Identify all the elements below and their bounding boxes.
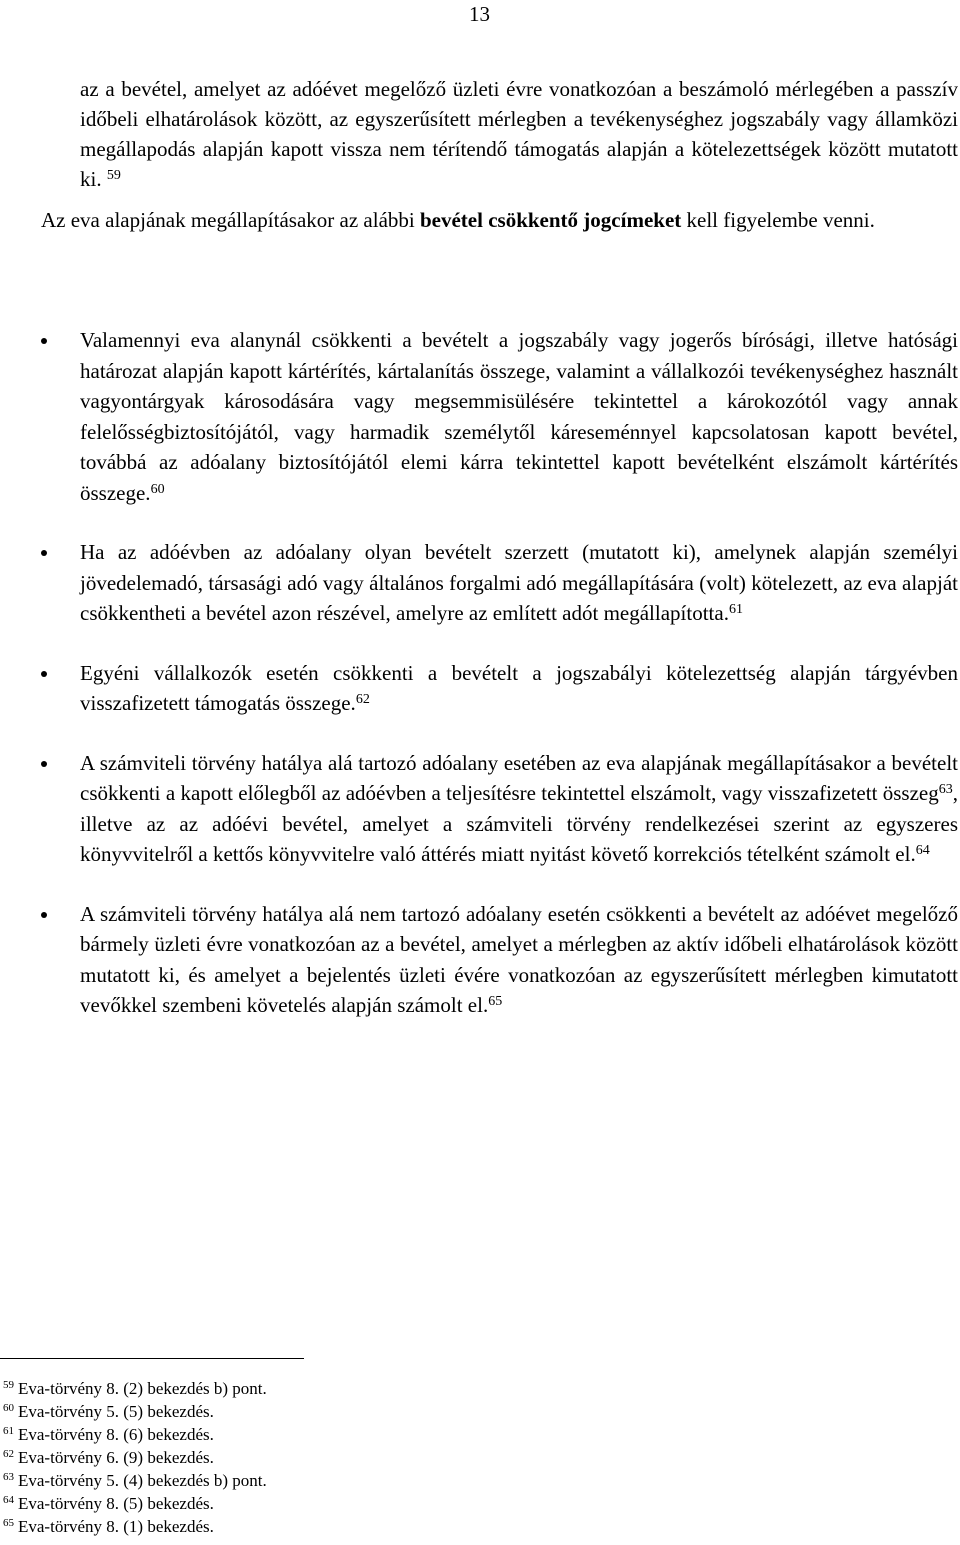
footnote-number: 61 <box>3 1425 14 1437</box>
bullet-text-continued: , illetve az az adóévi bevétel, amelyet a számviteli törvény rendelkezései szerint az egyszeres könyvvitelről a kettős könyvvitelre való áttérés miatt nyitást követő korrekciós tételként számolt el. <box>80 781 958 866</box>
footnote-ref[interactable]: 59 <box>106 168 121 183</box>
footnote <box>3 1400 267 1423</box>
footnote-ref[interactable]: 63 <box>938 782 953 797</box>
bullet-item <box>0 899 958 1021</box>
footnote <box>3 1492 267 1515</box>
footnote-text: Eva-törvény 8. (2) bekezdés b) pont. <box>18 1379 267 1398</box>
footnote-text: Eva-törvény 5. (5) bekezdés. <box>18 1402 214 1421</box>
bullet-item <box>0 325 958 508</box>
bullet-text: A számviteli törvény hatálya alá tartozó adóalany esetében az eva alapjának megállapításakor a bevételt csökkenti a kapott előlegből az adóévben a teljesítésre tekintettel elszámolt, vagy visszafizetett összeg <box>80 750 958 805</box>
bullet-item <box>0 658 958 719</box>
footnote-ref[interactable]: 60 <box>150 481 165 497</box>
bullet-dot-icon <box>41 338 47 344</box>
footnote-ref[interactable]: 62 <box>355 692 370 707</box>
bullet-item <box>0 537 958 629</box>
footnote-list <box>3 1377 267 1538</box>
bullet-item <box>0 748 958 870</box>
footnote-ref[interactable]: 64 <box>915 843 930 858</box>
footnote <box>3 1446 267 1469</box>
footnote-separator <box>0 1358 304 1359</box>
footnote-number: 64 <box>3 1494 14 1506</box>
footnote-number: 59 <box>3 1379 14 1391</box>
bullet-text: A számviteli törvény hatálya alá nem tartozó adóalany esetén csökkenti a bevételt az adóévet megelőző bármely üzleti évre vonatkozóan az a bevétel, amelyet a mérlegben az aktív időbeli elhatárolások között mutatott ki, és amelyet a bejelentés üzleti évére vonatkozóan az egyszerűsített mérlegben kimutatott vevőkkel szembeni követelés alapján számolt el. <box>80 901 958 1017</box>
footnote-number: 63 <box>3 1471 14 1483</box>
bullet-text: Egyéni vállalkozók esetén csökkenti a bevételt a jogszabályi kötelezettség alapján tárgyévben visszafizetett támogatás összege. <box>80 660 958 715</box>
footnote-ref[interactable]: 65 <box>488 994 503 1009</box>
bullet-dot-icon <box>41 550 47 556</box>
footnote-ref[interactable]: 61 <box>728 602 743 617</box>
intro-paragraph <box>80 74 958 194</box>
footnote-text: Eva-törvény 8. (6) bekezdés. <box>18 1425 214 1444</box>
footnote <box>3 1469 267 1492</box>
lead-text-after: kell figyelembe venni. <box>681 208 875 232</box>
footnote-text: Eva-törvény 6. (9) bekezdés. <box>18 1448 214 1467</box>
footnote-text: Eva-törvény 5. (4) bekezdés b) pont. <box>18 1471 267 1490</box>
lead-paragraph <box>41 205 958 235</box>
bullet-dot-icon <box>41 761 47 767</box>
lead-text-before: Az eva alapjának megállapításakor az alábbi <box>41 208 420 232</box>
intro-text: az a bevétel, amelyet az adóévet megelőző üzleti évre vonatkozóan a beszámoló mérlegében a passzív időbeli elhatárolások között, az egyszerűsített mérlegben a tevékenységhez jogszabály vagy államközi megállapodás alapján kapott vissza nem térítendő támogatás alapján a kötelezettségek között mutatott ki. <box>80 77 958 191</box>
footnote-text: Eva-törvény 8. (1) bekezdés. <box>18 1517 214 1536</box>
bullet-list <box>0 325 960 1050</box>
footnote <box>3 1515 267 1538</box>
bullet-text: Valamennyi eva alanynál csökkenti a bevételt a jogszabály vagy jogerős bírósági, illetve hatósági határozat alapján kapott kártérítés, kártalanítás összege, valamint a vállalkozói tevékenységhez használt vagyontárgyak károsodására vagy megsemmisülésére tekintettel a károkozótól vagy annak felelősségbiztosítójától, vagy harmadik személytől káreseménnyel kapcsolatosan kapott bevétel, továbbá az adóalany biztosítójától elemi kárra tekintettel kapott bevételként elszámolt kártérítés összege. <box>80 328 958 505</box>
footnote <box>3 1377 267 1400</box>
bullet-dot-icon <box>41 912 47 918</box>
footnote-number: 62 <box>3 1448 14 1460</box>
bullet-dot-icon <box>41 671 47 677</box>
footnote <box>3 1423 267 1446</box>
footnote-text: Eva-törvény 8. (5) bekezdés. <box>18 1494 214 1513</box>
bullet-text: Ha az adóévben az adóalany olyan bevételt szerzett (mutatott ki), amelynek alapján személyi jövedelemadó, társasági adó vagy általános forgalmi adó megállapítására (volt) kötelezett, az eva alapját csökkentheti a bevétel azon részével, amelyre az említett adót megállapította. <box>80 540 958 625</box>
footnote-number: 60 <box>3 1402 14 1414</box>
lead-text-bold: bevétel csökkentő jogcímeket <box>419 208 682 232</box>
page-number: 13 <box>469 2 490 26</box>
footnote-number: 65 <box>3 1517 14 1529</box>
